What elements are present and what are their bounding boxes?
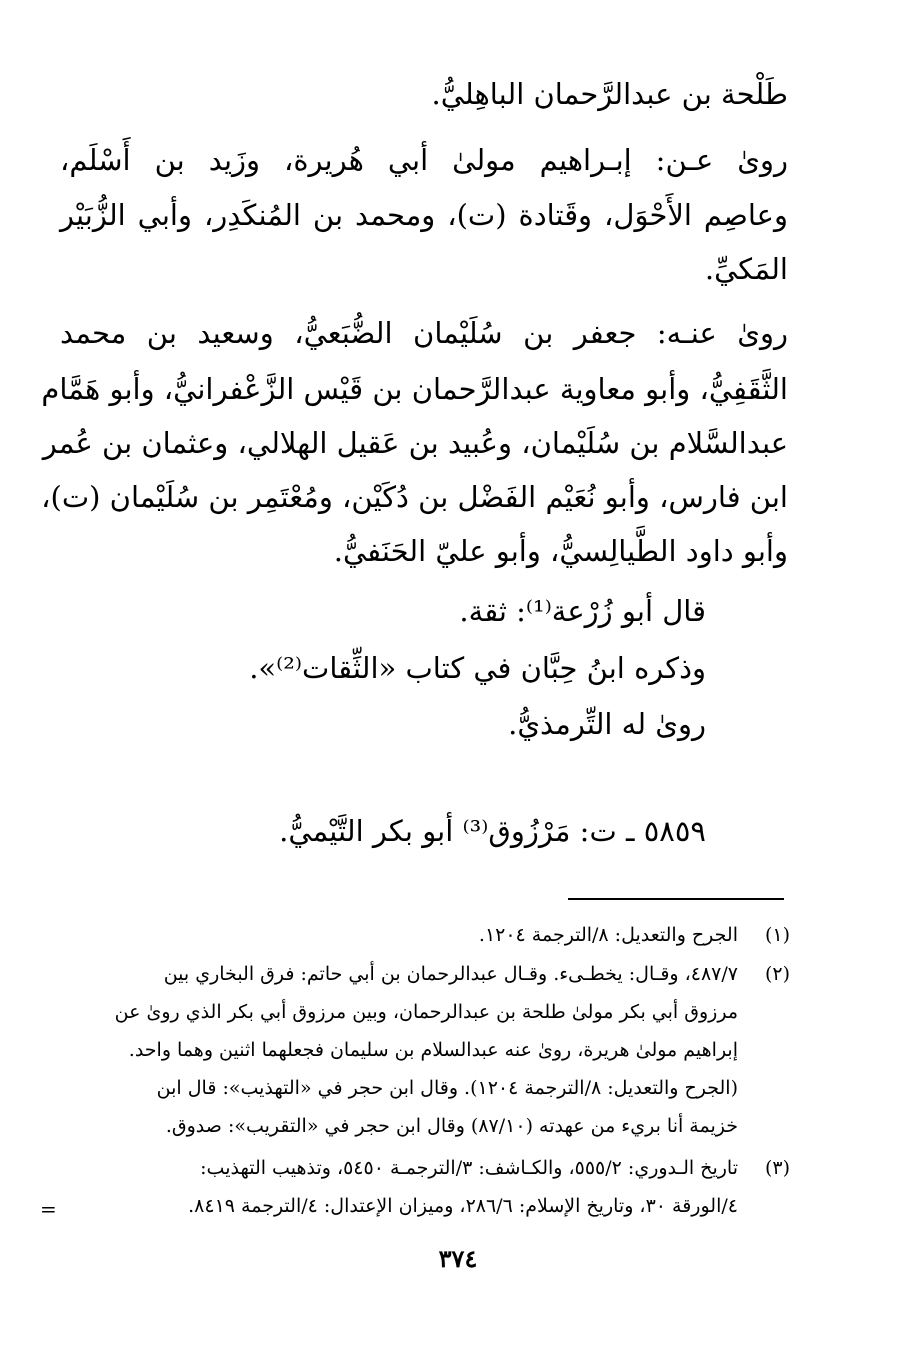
page-number: ٣٧٤ — [438, 1244, 478, 1273]
entry-heading: طَلْحة بن عبدالرَّحمان الباهِليُّ. — [431, 77, 788, 111]
footnote-line: خزيمة أنا بريء من عهدته (٨٧/١٠) وقال ابن حجر في «التقريب»: صدوق. — [165, 1115, 738, 1137]
text-line: ابن فارس، وأبو نُعَيْم الفَضْل بن دُكَيْن، ومُعْتَمِر بن سُلَيْمان (ت)، — [41, 480, 788, 514]
text-line: روىٰ له التِّرمذيُّ. — [508, 707, 706, 741]
continuation-mark: = — [40, 1197, 57, 1221]
footnote-line: (الجرح والتعديل: ٨/الترجمة ١٢٠٤). وقال ابن حجر في «التهذيب»: قال ابن — [156, 1077, 738, 1099]
entry-heading: ٥٨٥٩ ـ ت: مَرْزُوق⁽³⁾ أبو بكر التَّيْميُّ. — [279, 814, 706, 848]
text-line: وذكره ابنُ حِبَّان في كتاب «الثِّقات⁽²⁾». — [249, 651, 706, 685]
footnote-number: (١) — [764, 924, 790, 946]
footnote-line: ٤/الورقة ٣٠، وتاريخ الإسلام: ٢٨٦/٦، وميزان الإعتدال: ٤/الترجمة ٨٤١٩. — [188, 1195, 738, 1217]
footnote-divider — [568, 898, 784, 900]
text-line: وأبو داود الطَّيالِسيُّ، وأبو عليّ الحَنَفيُّ. — [333, 534, 788, 568]
text-line: روىٰ عـن: إبـراهيم مولىٰ أبي هُريرة، وزَيد بن أَسْلَم، — [60, 143, 788, 177]
footnote-number: (٣) — [764, 1157, 790, 1179]
footnote-line: الجرح والتعديل: ٨/الترجمة ١٢٠٤. — [478, 924, 738, 946]
footnote-line: إبراهيم مولىٰ هريرة، روىٰ عنه عبدالسلام بن سليمان فجعلهما اثنين وهما واحد. — [128, 1039, 738, 1061]
footnote-number: (٢) — [764, 963, 790, 985]
footnote-line: ٤٨٧/٧، وقـال: يخطـىء. وقـال عبدالرحمان بن أبي حاتم: فرق البخاري بين — [163, 963, 738, 985]
text-line: روىٰ عنـه: جعفر بن سُلَيْمان الضُّبَعيُّ، وسعيد بن محمد — [60, 316, 788, 350]
text-line: قال أبو زُرْعة⁽¹⁾: ثقة. — [459, 594, 706, 628]
text-line: عبدالسَّلام بن سُلَيْمان، وعُبيد بن عَقيل الهلالي، وعثمان بن عُمر — [42, 426, 788, 460]
footnote-line: مرزوق أبي بكر مولىٰ طلحة بن عبدالرحمان، وبين مرزوق أبي بكر الذي روىٰ عن — [114, 1001, 738, 1023]
text-line: المَكيِّ. — [704, 252, 788, 286]
footnote-line: تاريخ الـدوري: ٥٥٥/٢، والكـاشف: ٣/الترجمـة ٥٤٥٠، وتذهيب التهذيب: — [200, 1157, 738, 1179]
text-line: وعاصِم الأَحْوَل، وقَتادة (ت)، ومحمد بن المُنكَدِر، وأبي الزُّبَيْر — [60, 198, 788, 232]
text-line: الثَّقَفِيُّ، وأبو معاوية عبدالرَّحمان بن قَيْس الزَّعْفرانيُّ، وأبو هَمَّام — [41, 372, 788, 406]
